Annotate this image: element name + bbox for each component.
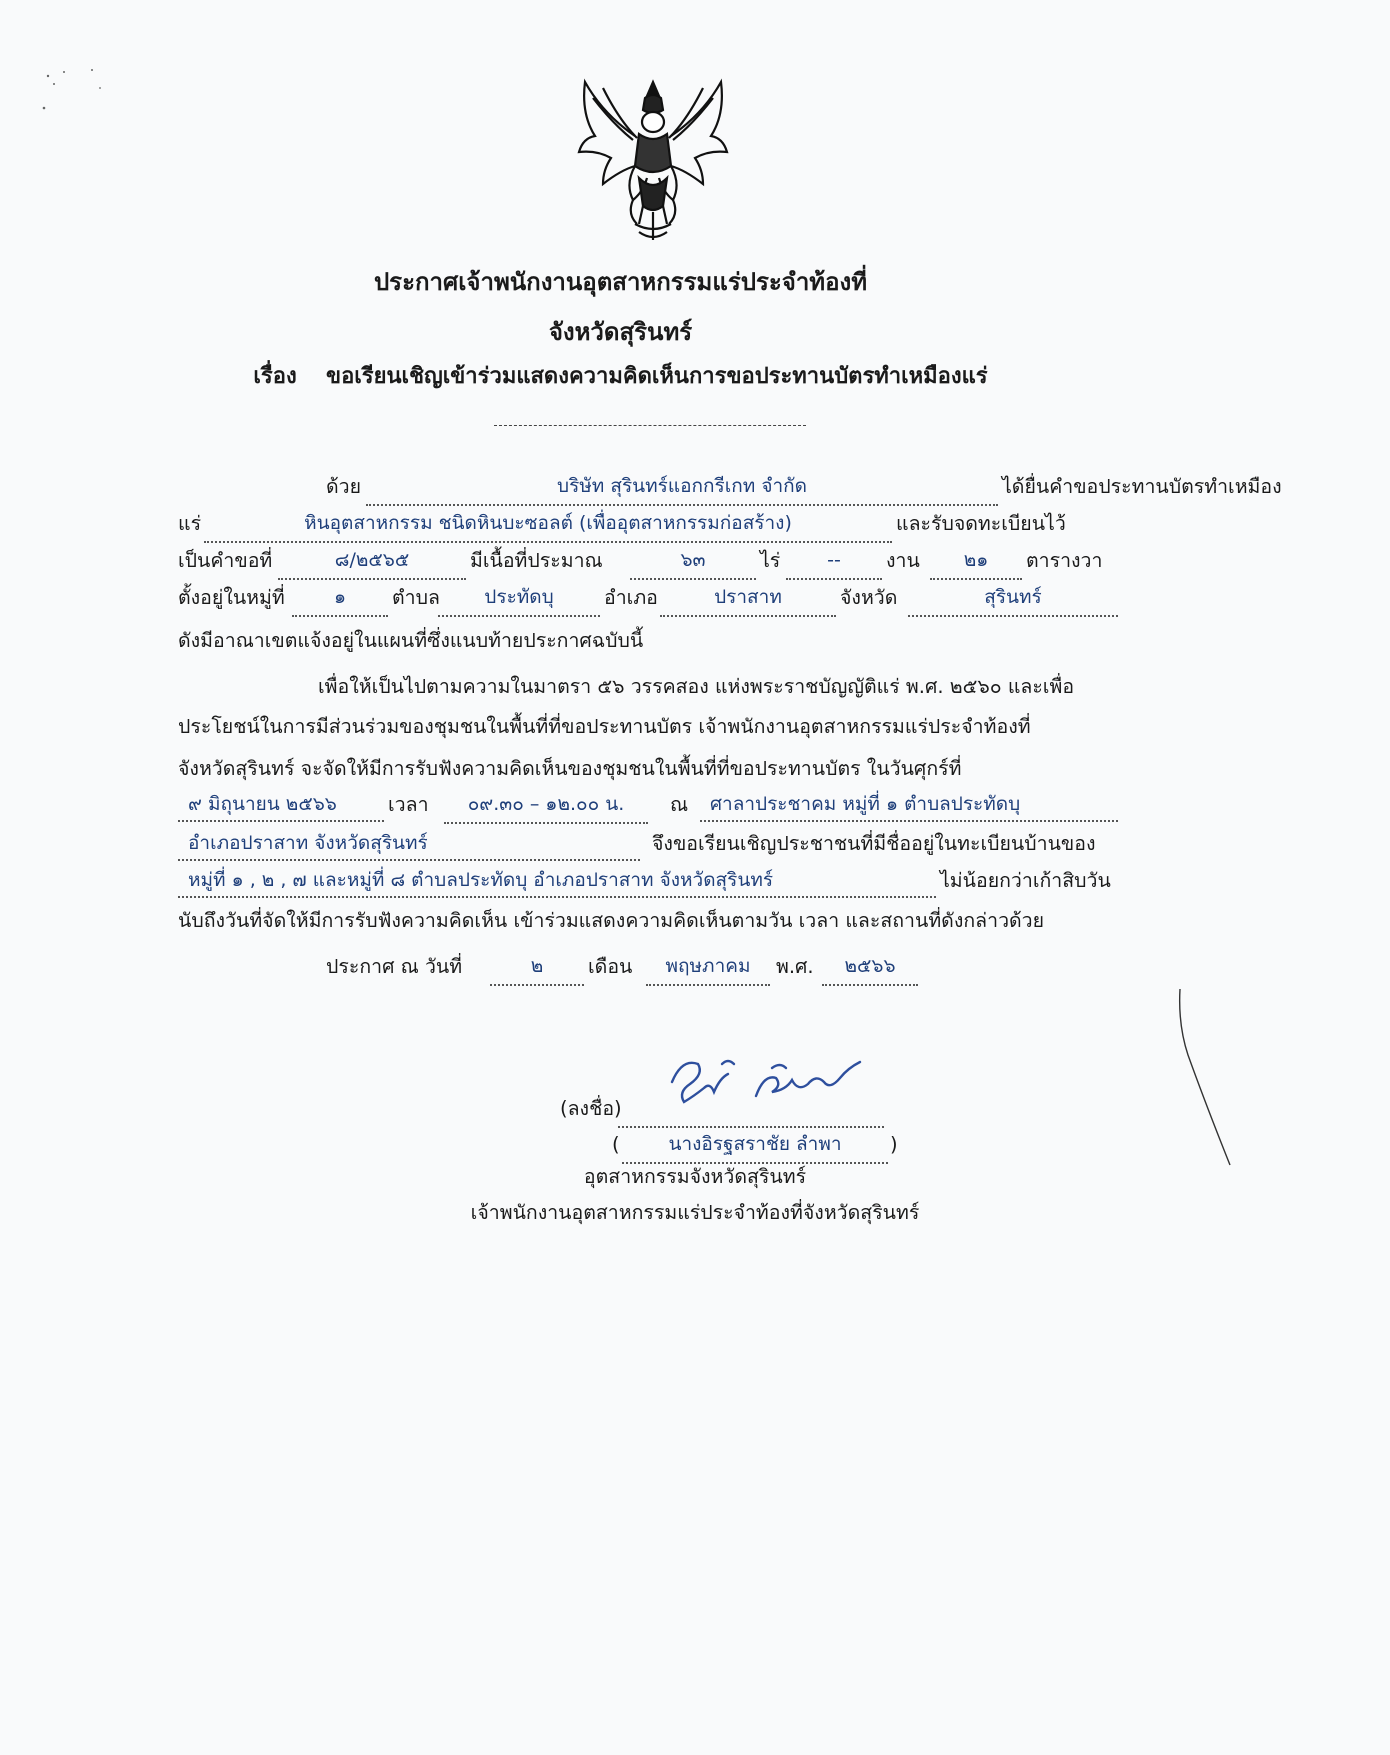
para2-line2: ประโยชน์ในการมีส่วนร่วมของชุมชนในพื้นที่ที่ขอประทานบัตร เจ้าพนักงานอุตสาหกรรมแร่ประจำท้องที่ — [178, 715, 1031, 738]
label-ngan: งาน — [886, 549, 920, 572]
announcement-province: จังหวัดสุรินทร์ — [548, 318, 693, 346]
mineral-field: หินอุตสาหกรรม ชนิดหินบะซอลต์ (เพื่ออุตสาหกรรมก่อสร้าง) — [204, 507, 892, 543]
announcement-subject — [0, 358, 1241, 393]
label-mineral: แร่ — [178, 512, 202, 535]
subject-text: ขอเรียนเชิญเข้าร่วมแสดงความคิดเห็นการขอประทานบัตรทำเหมืองแร่ — [326, 364, 988, 389]
para1-line3 — [178, 544, 1118, 578]
scan-specks — [38, 58, 118, 118]
signatory-position-2: เจ้าพนักงานอุตสาหกรรมแร่ประจำท้องที่จังหวัดสุรินทร์ — [470, 1201, 920, 1224]
province-field: สุรินทร์ — [908, 581, 1118, 617]
label-rai: ไร่ — [760, 549, 781, 572]
hearing-time-field: ๐๙.๓๐ – ๑๒.๐๐ น. — [444, 788, 648, 824]
para2-line4 — [178, 788, 1118, 822]
open-paren: ( — [612, 1133, 620, 1156]
signatory-name-line — [612, 1128, 902, 1162]
garuda-emblem-icon — [573, 74, 733, 246]
amphoe-field: ปราสาท — [660, 581, 836, 617]
title-divider — [494, 425, 806, 426]
venue-field-2: อำเภอปราสาท จังหวัดสุรินทร์ — [178, 827, 640, 861]
para2-line3: จังหวัดสุรินทร์ จะจัดให้มีการรับฟังความคิดเห็นของชุมชนในพื้นที่ที่ขอประทานบัตร ในวันศุกร์ที่ — [178, 757, 962, 780]
signatory-position-1: อุตสาหกรรมจังหวัดสุรินทร์ — [583, 1165, 807, 1188]
announce-day-field: ๒ — [490, 950, 584, 986]
label-moo: ตั้งอยู่ในหมู่ที่ — [178, 586, 285, 609]
label-filed: ได้ยื่นคำขอประทานบัตรทำเหมือง — [1002, 475, 1282, 498]
company-field: บริษัท สุรินทร์แอกกรีเกท จำกัด — [366, 470, 998, 506]
venue-field: ศาลาประชาคม หมู่ที่ ๑ ตำบลประทัดบุ — [700, 788, 1118, 822]
close-paren: ) — [890, 1133, 898, 1156]
tambon-field: ประทัดบุ — [438, 581, 600, 617]
announce-date-line — [178, 950, 1118, 984]
para1-line2 — [178, 507, 1118, 541]
subject-label: เรื่อง — [253, 364, 297, 389]
label-request-no: เป็นคำขอที่ — [178, 549, 273, 572]
label-province: จังหวัด — [840, 586, 898, 609]
para2-line1: เพื่อให้เป็นไปตามความในมาตรา ๕๖ วรรคสอง แห่งพระราชบัญญัติแร่ พ.ศ. ๒๕๖๐ และเพื่อ — [318, 675, 1075, 698]
label-tambon: ตำบล — [392, 586, 440, 609]
label-amphoe: อำเภอ — [604, 586, 658, 609]
rai-field: ๖๓ — [630, 544, 756, 580]
ngan-field: -- — [786, 544, 882, 580]
label-announced: ประกาศ ณ วันที่ — [326, 955, 463, 978]
label-month: เดือน — [588, 955, 633, 978]
signatory-name: นางอิรฐสราชัย ลำพา — [622, 1128, 888, 1164]
para1-line4 — [178, 581, 1118, 615]
signature-field — [618, 1092, 884, 1128]
scan-margin-line — [1168, 985, 1238, 1170]
para1-line5: ดังมีอาณาเขตแจ้งอยู่ในแผนที่ซึ่งแนบท้ายประกาศฉบับนี้ — [178, 629, 644, 652]
label-time: เวลา — [388, 793, 429, 816]
announce-year-field: ๒๕๖๖ — [822, 950, 918, 986]
label-signed: (ลงชื่อ) — [560, 1097, 622, 1120]
label-year: พ.ศ. — [776, 955, 814, 978]
label-wa: ตารางวา — [1026, 549, 1103, 572]
para2-line6 — [178, 864, 1118, 898]
label-invite: จึงขอเรียนเชิญประชาชนที่มีชื่ออยู่ในทะเบียนบ้านของ — [652, 832, 1096, 855]
wa-field: ๒๑ — [930, 544, 1022, 580]
para2-line5 — [178, 827, 1118, 861]
hearing-date-field: ๙ มิถุนายน ๒๕๖๖ — [178, 788, 384, 822]
announcement-title: ประกาศเจ้าพนักงานอุตสาหกรรมแร่ประจำท้องที่ — [373, 268, 868, 296]
para1-line1 — [178, 470, 1282, 504]
label-ninety-days: ไม่น้อยกว่าเก้าสิบวัน — [940, 869, 1111, 892]
villages-field: หมู่ที่ ๑ , ๒ , ๗ และหมู่ที่ ๘ ตำบลประทัดบุ อำเภอปราสาท จังหวัดสุรินทร์ — [178, 864, 936, 898]
label-area: มีเนื้อที่ประมาณ — [470, 549, 603, 572]
announce-month-field: พฤษภาคม — [646, 950, 770, 986]
para2-line7: นับถึงวันที่จัดให้มีการรับฟังความคิดเห็น เข้าร่วมแสดงความคิดเห็นตามวัน เวลา และสถานที่ดังกล่าวด้วย — [178, 909, 1045, 932]
request-no-field: ๘/๒๕๖๕ — [278, 544, 466, 580]
label-by: ด้วย — [326, 475, 362, 498]
label-registered: และรับจดทะเบียนไว้ — [896, 512, 1066, 535]
label-at: ณ — [670, 793, 689, 816]
signature-line — [560, 1092, 890, 1126]
moo-field: ๑ — [292, 581, 388, 617]
